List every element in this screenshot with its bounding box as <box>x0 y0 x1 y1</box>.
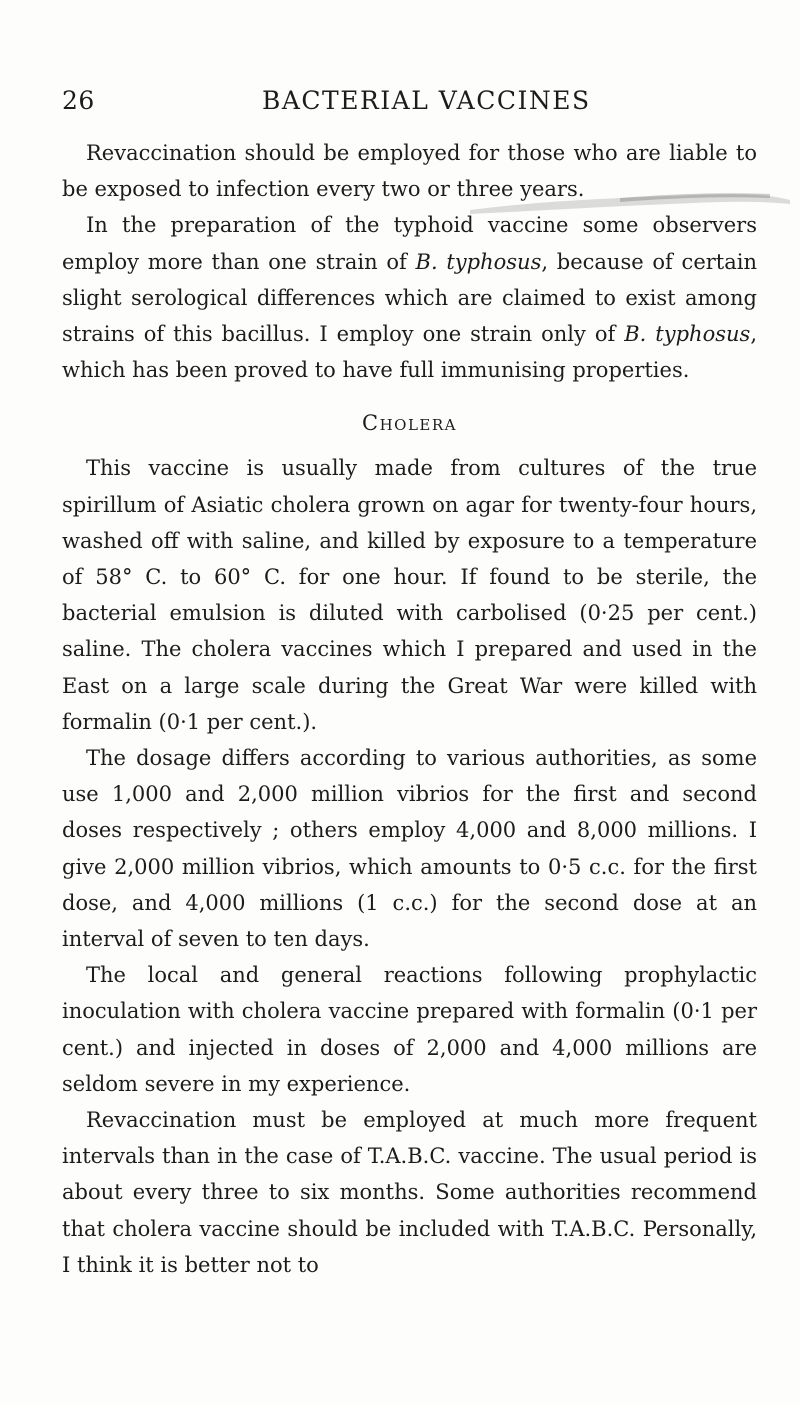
running-head: BACTERIAL VACCINES <box>262 86 591 115</box>
text-run: , which has been proved to have full immunising properties. <box>62 322 757 383</box>
text-run: In the preparation of the typhoid vaccine some observers employ more than one strain of <box>62 213 757 274</box>
section-heading-cholera: Cholera <box>362 411 457 436</box>
paragraph-typhoid-strains <box>62 207 757 388</box>
species-name: B. typhosus <box>415 249 542 274</box>
paragraph-cholera-dosage: The dosage differs according to various authorities, as some use 1,000 and 2,000 million vibrios for the first and second doses respectively ; others employ 4,000 and 8,000 millions. I give 2,000 million vibrios, which amounts to 0·5 c.c. for the first dose, and 4,000 millions (1 c.c.) for the second dose at an interval of seven to ten days. <box>62 746 757 952</box>
paragraph-cholera-preparation: This vaccine is usually made from cultures of the true spirillum of Asiatic cholera grown on agar for twenty-four hours, washed off with saline, and killed by exposure to a temperature of 58° C. to 60° C. for one hour. If found to be sterile, the bacterial emulsion is diluted with carbolised (0·25 per cent.) saline. The cholera vaccines which I prepared and used in the East on a large scale during the Great War were killed with formalin (0·1 per cent.). <box>62 456 757 734</box>
paragraph-revaccination-typhoid: Revaccination should be employed for those who are liable to be exposed to infection every two or three years. <box>62 141 757 202</box>
paragraph-cholera-reactions: The local and general reactions following prophylactic inoculation with cholera vaccine prepared with formalin (0·1 per cent.) and injected in doses of 2,000 and 4,000 millions are seldom severe in my experience. <box>62 963 757 1096</box>
body-text <box>62 135 757 1283</box>
species-name: B. typhosus <box>624 322 751 347</box>
page-header <box>62 86 752 126</box>
text-run: , because of certain slight serological differences which are claimed to exist among strains of this bacillus. I employ one strain only of <box>62 249 757 347</box>
paragraph-cholera-revaccination: Revaccination must be employed at much more frequent intervals than in the case of T.A.B.C. vaccine. The usual period is about every three to six months. Some authorities recommend that cholera vaccine should be included with T.A.B.C. Personally, I think it is better not to <box>62 1108 757 1277</box>
page-number: 26 <box>62 86 95 115</box>
